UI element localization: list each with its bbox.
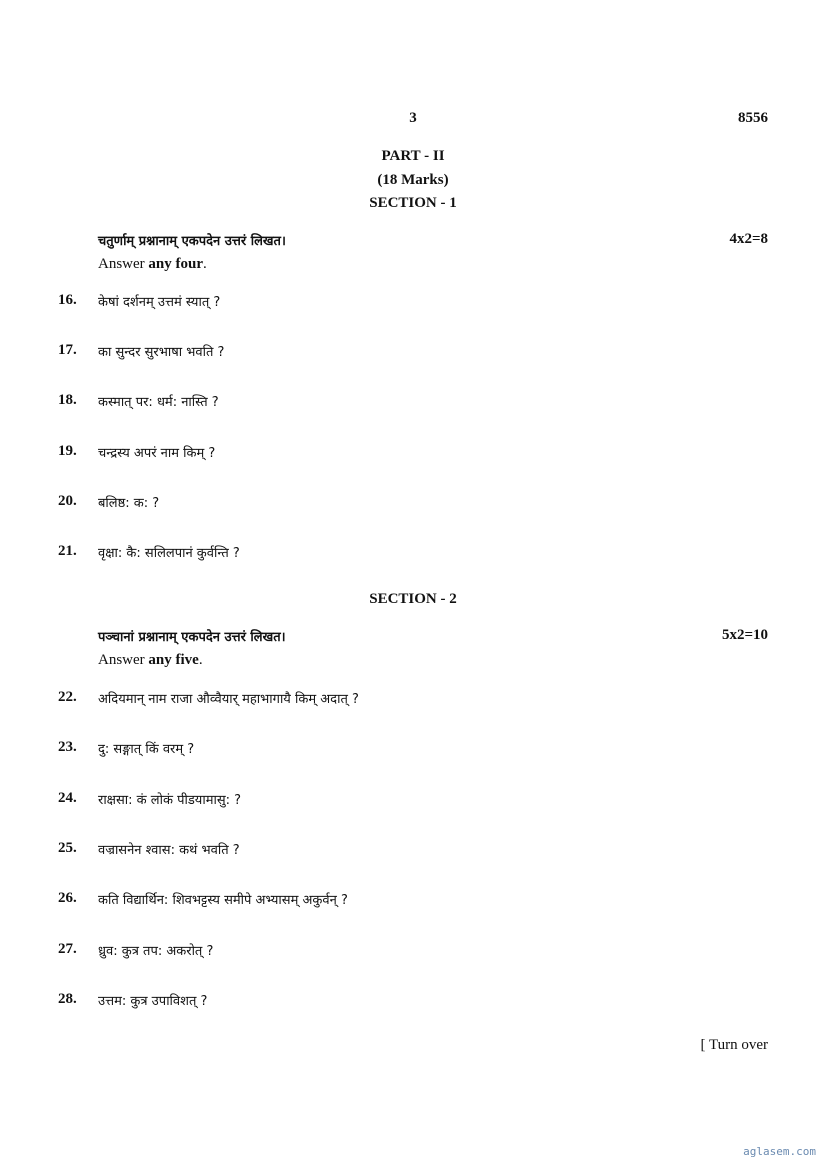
question-text: चन्द्रस्य अपरं नाम किम् ? (98, 446, 216, 461)
question-number: 20. (58, 493, 77, 509)
answer-suffix: . (203, 256, 207, 272)
question-number: 23. (58, 739, 77, 755)
question-text: कति विद्यार्थिन: शिवभट्टस्य समीपे अभ्यासम् अकुर्वन् ? (98, 893, 348, 908)
section-2-marks: 5x2=10 (721, 627, 768, 643)
question-number: 19. (58, 443, 77, 459)
paper-code: 8556 (738, 110, 768, 126)
answer-suffix: . (198, 652, 203, 668)
question-text: ध्रुव: कुत्र तप: अकरोत् ? (98, 944, 214, 959)
question-number: 18. (58, 392, 77, 408)
section-2-answer-note (98, 652, 203, 669)
watermark: aglasem.com (743, 1145, 816, 1158)
section-2-instruction: पञ्चानां प्रश्नानाम् एकपदेन उत्तरं लिखत। (98, 630, 286, 645)
question-text: राक्षसा: कं लोकं पीडयामासु: ? (98, 793, 242, 808)
page-number: 3 (409, 110, 417, 126)
section-1-title: SECTION - 1 (369, 195, 457, 211)
turn-over-note: [ Turn over (700, 1037, 768, 1053)
part-marks: (18 Marks) (377, 172, 449, 188)
question-number: 28. (58, 991, 77, 1007)
question-text: वज्रासनेन श्वास: कथं भवति ? (98, 843, 240, 858)
question-text: कस्मात् पर: धर्म: नास्ति ? (98, 395, 219, 410)
question-text: उत्तम: कुत्र उपाविशत् ? (98, 994, 208, 1009)
question-number: 16. (58, 292, 77, 308)
question-number: 27. (58, 941, 77, 957)
question-number: 21. (58, 543, 77, 559)
question-text: बलिष्ठ: क: ? (98, 496, 160, 511)
question-number: 17. (58, 342, 77, 358)
question-text: वृक्षा: कै: सलिलपानं कुर्वन्ति ? (98, 546, 240, 561)
section-1-instruction: चतुर्णाम् प्रश्नानाम् एकपदेन उत्तरं लिखत। (98, 234, 286, 249)
answer-count: any five (148, 652, 199, 668)
question-text: दु: सङ्गात् किं वरम् ? (98, 742, 195, 757)
section-2-title: SECTION - 2 (369, 591, 457, 607)
question-text: केषां दर्शनम् उत्तमं स्यात् ? (98, 295, 221, 310)
part-title: PART - II (381, 148, 445, 164)
section-1-answer-note (98, 256, 207, 273)
question-number: 22. (58, 689, 77, 705)
question-number: 26. (58, 890, 77, 906)
answer-prefix: Answer (98, 652, 149, 668)
answer-prefix: Answer (98, 256, 149, 272)
section-1-marks: 4x2=8 (729, 231, 768, 247)
answer-count: any four (148, 256, 203, 272)
question-number: 25. (58, 840, 77, 856)
question-number: 24. (58, 790, 77, 806)
question-text: का सुन्दर सुरभाषा भवति ? (98, 345, 225, 360)
question-text: अदियमान् नाम राजा औव्वैयार् महाभागायै किम् अदात् ? (98, 692, 359, 707)
